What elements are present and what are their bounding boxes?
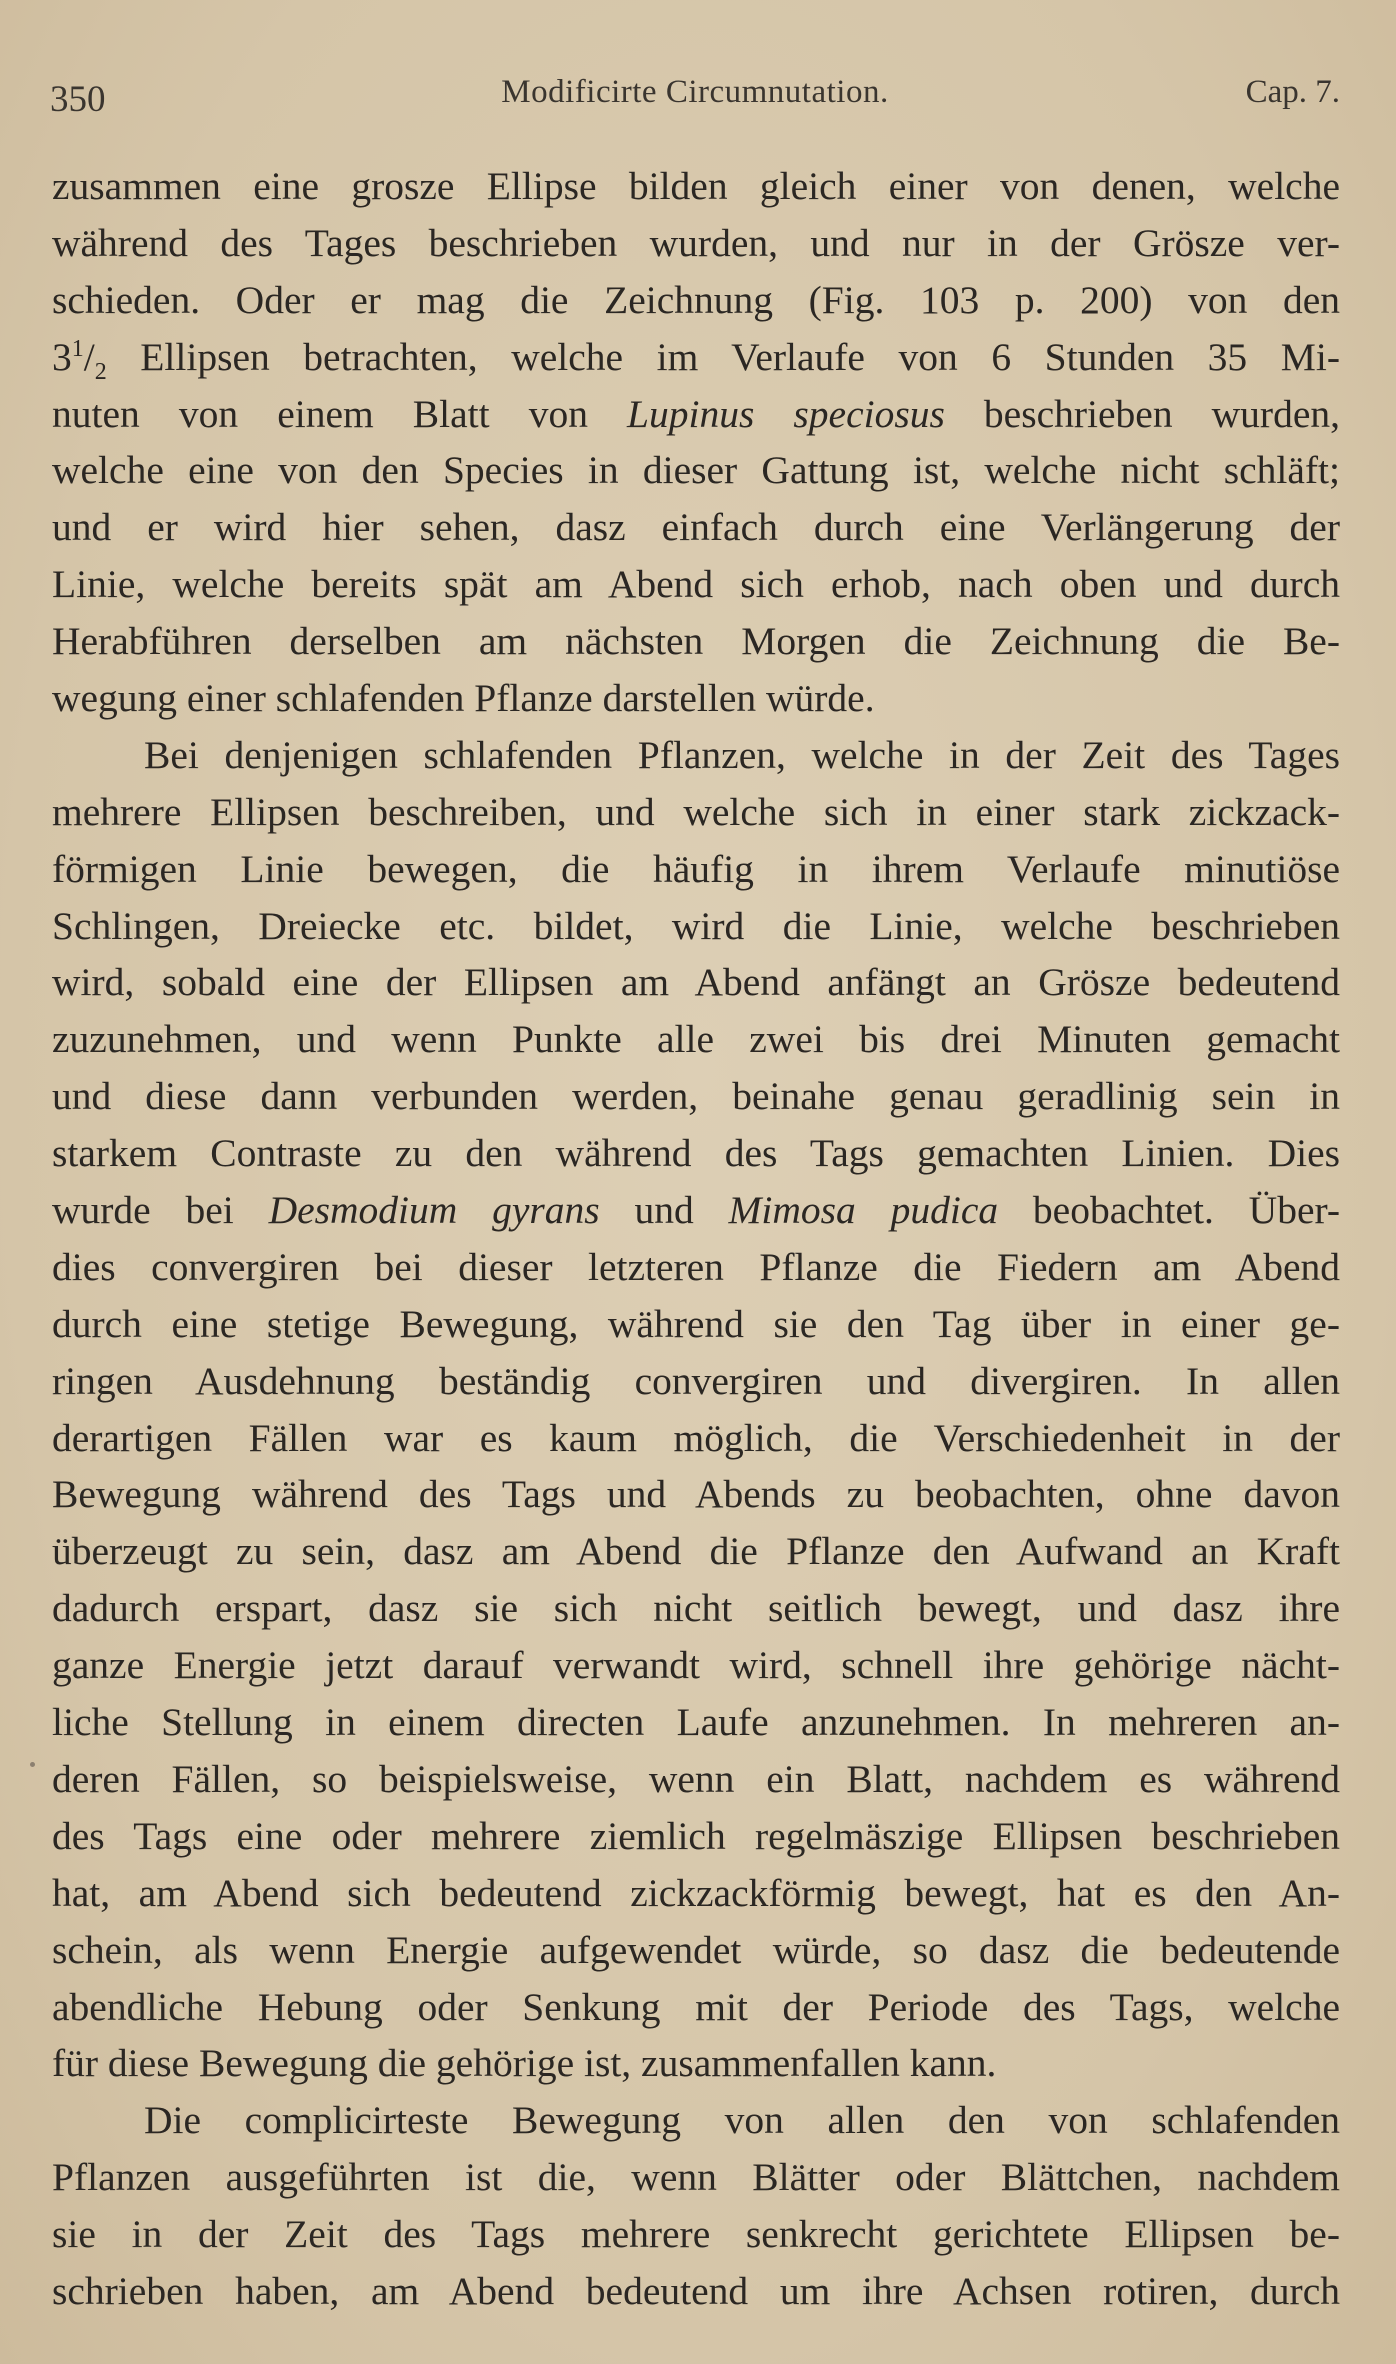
fraction-numerator: 1 [71,335,84,362]
text-span: wurde bei [52,1188,269,1233]
text-line: Linie, welche bereits spät am Abend sich erhob, nach oben und durch [52,562,1340,607]
text-line: ganze Energie jetzt darauf verwandt wird, schnell ihre gehörige nächt- [52,1643,1340,1688]
text-span: und [599,1188,729,1233]
text-line: zuzunehmen, und wenn Punkte alle zwei bis drei Minuten gemacht [52,1017,1340,1062]
text-line: Bewegung während des Tags und Abends zu beobachten, ohne davon [52,1472,1340,1517]
text-line: Bei denjenigen schlafenden Pflanzen, welche in der Zeit des Tages [144,732,1340,777]
text-line: welche eine von den Species in dieser Gattung ist, welche nicht schläft; [52,448,1340,493]
text-line: Pflanzen ausgeführten ist die, wenn Blätter oder Blättchen, nachdem [52,2155,1340,2200]
text-line: wegung einer schlafenden Pflanze darstellen würde. [52,676,875,721]
fraction-whole: 3 [52,334,72,379]
text-line: deren Fällen, so beispielsweise, wenn ein Blatt, nachdem es während [52,1756,1340,1801]
species-name: Desmodium gyrans [268,1188,600,1233]
text-line: schrieben haben, am Abend bedeutend um ihre Achsen rotiren, durch [52,2268,1340,2313]
text-line: dies convergiren bei dieser letzteren Pflanze die Fiedern am Abend [52,1244,1340,1289]
text-line: wird, sobald eine der Ellipsen am Abend anfängt an Grösze bedeutend [52,960,1340,1005]
margin-mark [30,1762,35,1767]
text-line: ringen Ausdehnung beständig convergiren und divergiren. In allen [52,1358,1340,1403]
text-line-desmodium [52,1182,1340,1239]
text-line-lupinus [52,386,1340,443]
text-line: und er wird hier sehen, dasz einfach durch eine Verlängerung der [52,505,1340,550]
paragraph-2 [52,727,1340,2092]
page-number: 350 [50,79,106,120]
text-span: Ellipsen betrachten, welche im Verlaufe von 6 Stunden 35 Mi- [106,334,1340,379]
chapter-label: Cap. 7. [1245,74,1340,110]
text-line: Die complicirteste Bewegung von allen den von schlafenden [144,2098,1340,2143]
text-line: überzeugt zu sein, dasz am Abend die Pflanze den Aufwand an Kraft [52,1529,1340,1574]
text-line: während des Tages beschrieben wurden, und nur in der Grösze ver- [52,220,1340,265]
running-title: Modificirte Circumnutation. [501,74,889,110]
text-line: hat, am Abend sich bedeutend zickzackförmig bewegt, hat es den An- [52,1870,1340,1915]
text-line: des Tags eine oder mehrere ziemlich regelmäszige Ellipsen beschrieben [52,1813,1340,1858]
fraction-slash: / [83,334,95,379]
text-line: Schlingen, Dreiecke etc. bildet, wird die Linie, welche beschrieben [52,903,1340,948]
text-line: starkem Contraste zu den während des Tags gemachten Linien. Dies [52,1131,1340,1176]
fraction-denominator: 2 [94,358,107,385]
species-name: Lupinus speciosus [627,391,945,436]
text-line: und diese dann verbunden werden, beinahe genau geradlinig sein in [52,1074,1340,1119]
text-line: dadurch erspart, dasz sie sich nicht seitlich bewegt, und dasz ihre [52,1586,1340,1631]
text-line: derartigen Fällen war es kaum möglich, die Verschiedenheit in der [52,1415,1340,1460]
text-line: Herabführen derselben am nächsten Morgen die Zeichnung die Be- [52,619,1340,664]
paragraph-3 [52,2092,1340,2320]
running-header [50,70,1340,120]
text-line: förmigen Linie bewegen, die häufig in ihrem Verlaufe minutiöse [52,846,1340,891]
text-span: beobachtet. Über- [998,1188,1340,1233]
paragraph-1 [52,158,1340,727]
text-line: liche Stellung in einem directen Laufe anzunehmen. In mehreren an- [52,1700,1340,1745]
text-line: für diese Bewegung die gehörige ist, zusammenfallen kann. [52,2041,997,2086]
text-line: schein, als wenn Energie aufgewendet würde, so dasz die bedeutende [52,1927,1340,1972]
text-span: beschrieben wurden, [944,391,1340,436]
text-span: nuten von einem Blatt von [52,391,628,436]
text-line: schieden. Oder er mag die Zeichnung (Fig. 103 p. 200) von den [52,277,1340,322]
text-line-fraction [52,329,1340,386]
text-line: sie in der Zeit des Tags mehrere senkrecht gerichtete Ellipsen be- [52,2212,1340,2257]
body-text [52,158,1340,2320]
text-line: abendliche Hebung oder Senkung mit der Periode des Tags, welche [52,1984,1340,2029]
text-line: zusammen eine grosze Ellipse bilden gleich einer von denen, welche [52,164,1340,208]
text-line: durch eine stetige Bewegung, während sie den Tag über in einer ge- [52,1301,1340,1346]
text-line: mehrere Ellipsen beschreiben, und welche sich in einer stark zickzack- [52,789,1340,834]
species-name: Mimosa pudica [728,1188,999,1233]
